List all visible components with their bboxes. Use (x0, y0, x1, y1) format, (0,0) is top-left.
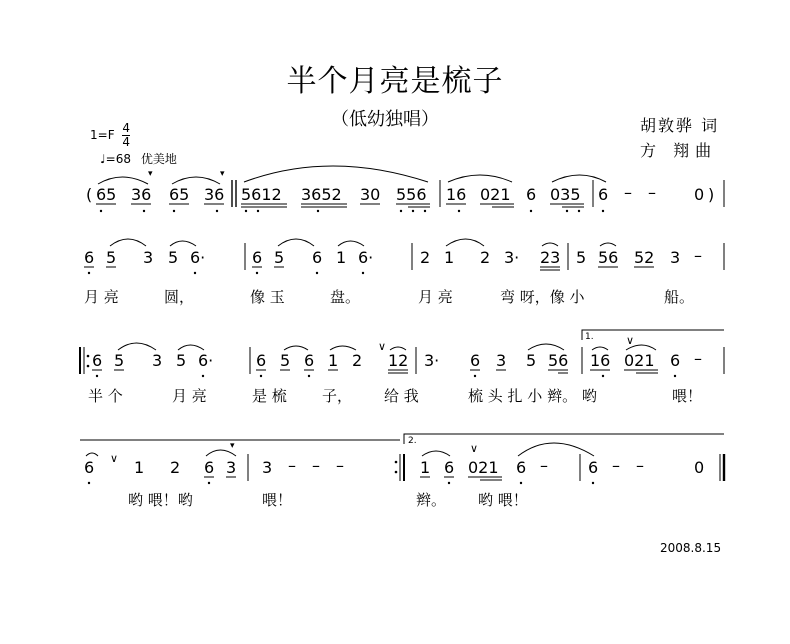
note: 021 (468, 458, 499, 477)
note: 5 (114, 351, 125, 370)
note: 3· (504, 248, 520, 267)
note: 556 (396, 185, 427, 204)
lyric-text: 哟 喂！ (478, 491, 528, 509)
breath-mark: ∨ (626, 334, 635, 347)
note: 0 (694, 185, 705, 204)
note: 2 (352, 351, 363, 370)
note: 5 (106, 248, 117, 267)
tempo-value: =68 (105, 152, 131, 166)
note: 021 (624, 351, 655, 370)
note: 6 (256, 351, 267, 370)
note: 5 (176, 351, 187, 370)
note: 16 (590, 351, 611, 370)
lyric-text: 船。 (664, 288, 695, 306)
note: 36 (131, 185, 152, 204)
note: 5612 (241, 185, 282, 204)
score-line-1 (86, 166, 724, 212)
accent-mark: ▾ (220, 169, 225, 179)
note: 2 (480, 248, 491, 267)
date-stamp: 2008.8.15 (660, 541, 722, 555)
lyric-text: 喂！ (262, 491, 293, 509)
note: 12 (388, 351, 409, 370)
note: 6 (670, 351, 681, 370)
note: 6 (516, 458, 527, 477)
note: 021 (480, 185, 511, 204)
note: 6 (84, 248, 95, 267)
note: 6 (84, 458, 95, 477)
note: 5 (274, 248, 285, 267)
note: 1 (328, 351, 339, 370)
volta-number: 1. (585, 332, 594, 342)
key-label: 1=F (90, 128, 115, 142)
note: 6 (598, 185, 609, 204)
note: 3652 (301, 185, 342, 204)
note: 035 (550, 185, 581, 204)
note: 2 (170, 458, 181, 477)
lyric-text: 子， (322, 387, 353, 405)
lyric-text: 盘。 (330, 288, 361, 306)
accent-mark: ▾ (230, 441, 235, 451)
lyric-text: 月 亮 (418, 288, 453, 306)
note: 3 (670, 248, 681, 267)
note: 56 (548, 351, 569, 370)
breath-mark: ∨ (110, 452, 119, 465)
expression-marking: 优美地 (140, 152, 177, 166)
lyric-text: 弯 呀，像 小 (500, 288, 585, 306)
lyric-text: 半 个 (88, 387, 123, 405)
accent-mark: ▾ (148, 169, 153, 179)
note: 6 (204, 458, 215, 477)
song-title: 半个月亮是梳子 (286, 64, 504, 99)
time-signature-top: 4 (122, 121, 131, 135)
note: 1 (420, 458, 431, 477)
lyric-text: 给 我 (384, 387, 419, 405)
note: 52 (634, 248, 655, 267)
lyric-text: 哟 喂！哟 (128, 491, 193, 509)
note: 5 (576, 248, 587, 267)
note: 56 (598, 248, 619, 267)
volta-number: 2. (408, 436, 417, 446)
score-line-4 (80, 434, 724, 509)
lyric-text: 是 梳 (252, 387, 287, 405)
quarter-note-icon: ♩ (100, 152, 106, 166)
note: – (336, 456, 344, 475)
note: 5 (526, 351, 537, 370)
lyric-text: 梳 头 扎 小 辫。 哟 (468, 387, 597, 405)
note: 6· (198, 351, 214, 370)
note: 6 (304, 351, 315, 370)
note: – (288, 456, 296, 475)
note: 16 (446, 185, 467, 204)
note: 3 (143, 248, 154, 267)
note: 6 (312, 248, 323, 267)
note: 3 (226, 458, 237, 477)
note: 6 (526, 185, 537, 204)
note: 3 (496, 351, 507, 370)
note: – (540, 456, 548, 475)
note: 6· (358, 248, 374, 267)
note: 3· (424, 351, 440, 370)
note: 6 (470, 351, 481, 370)
breath-mark: ∨ (378, 340, 387, 353)
note: 5 (168, 248, 179, 267)
note: 6 (92, 351, 103, 370)
note: 1 (444, 248, 455, 267)
lyricist-credit: 胡敦骅 词 (640, 116, 720, 135)
note: 23 (540, 248, 561, 267)
note: 1 (336, 248, 347, 267)
note: 65 (96, 185, 117, 204)
composer-credit: 方 翔曲 (640, 141, 718, 160)
note: 6 (588, 458, 599, 477)
lyric-text: 月 亮 (84, 288, 119, 306)
note-paren: ( (86, 185, 93, 204)
note: – (694, 246, 702, 265)
lyric-text: 像 玉 (250, 288, 285, 306)
note: 6 (252, 248, 263, 267)
note: 3 (152, 351, 163, 370)
note: 65 (169, 185, 190, 204)
score-line-3 (80, 330, 724, 405)
lyric-text: 喂！ (672, 387, 703, 405)
note: 30 (360, 185, 381, 204)
note: 2 (420, 248, 431, 267)
note: 6 (444, 458, 455, 477)
note: – (636, 456, 644, 475)
note: 5 (280, 351, 291, 370)
note: – (624, 183, 632, 202)
note: 36 (204, 185, 225, 204)
lyric-text: 辫。 (416, 491, 447, 509)
score-line-2 (84, 239, 724, 306)
note-paren: ) (708, 185, 715, 204)
lyric-text: 月 亮 (172, 387, 207, 405)
note: 3 (262, 458, 273, 477)
time-signature-bottom: 4 (122, 135, 131, 149)
note: 1 (134, 458, 145, 477)
note: 0 (694, 458, 705, 477)
lyric-text: 圆， (164, 288, 195, 306)
song-subtitle: （低幼独唱） (331, 109, 439, 130)
note: – (612, 456, 620, 475)
note: 6· (190, 248, 206, 267)
note: – (648, 183, 656, 202)
note: – (312, 456, 320, 475)
breath-mark: ∨ (470, 442, 479, 455)
note: – (694, 349, 702, 368)
